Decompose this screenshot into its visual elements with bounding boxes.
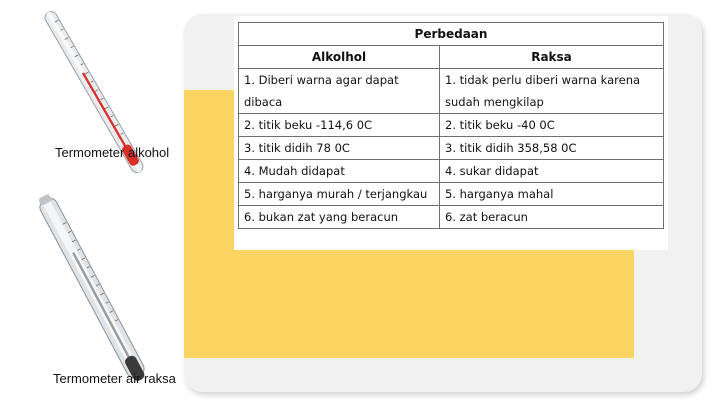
cell-raksa: 6. zat beracun (440, 206, 664, 229)
comparison-table (238, 22, 664, 229)
cell-raksa: 2. titik beku -40 0C (440, 114, 664, 137)
cell-alkohol: 5. harganya murah / terjangkau (239, 183, 440, 206)
mercury-thermometer-caption: Termometer air raksa (53, 371, 176, 386)
cell-raksa: 1. tidak perlu diberi warna karena sudah mengkilap (440, 69, 664, 114)
cell-raksa: 3. titik didih 358,58 0C (440, 137, 664, 160)
table-row (239, 183, 664, 206)
cell-alkohol: 1. Diberi warna agar dapat dibaca (239, 69, 440, 114)
table-title: Perbedaan (239, 23, 664, 46)
cell-alkohol: 6. bukan zat yang beracun (239, 206, 440, 229)
comparison-table-container (234, 16, 668, 250)
table-header-row (239, 46, 664, 69)
table-row (239, 206, 664, 229)
cell-raksa: 4. sukar didapat (440, 160, 664, 183)
cell-alkohol: 4. Mudah didapat (239, 160, 440, 183)
alcohol-thermometer-caption: Termometer alkohol (55, 145, 170, 160)
cell-raksa: 5. harganya mahal (440, 183, 664, 206)
cell-alkohol: 3. titik didih 78 0C (239, 137, 440, 160)
column-header-alkohol: Alkolhol (239, 46, 440, 69)
table-row (239, 114, 664, 137)
table-row (239, 160, 664, 183)
cell-alkohol: 2. titik beku -114,6 0C (239, 114, 440, 137)
table-title-row (239, 23, 664, 46)
table-row (239, 69, 664, 114)
table-row (239, 137, 664, 160)
mercury-thermometer-icon (0, 190, 180, 390)
column-header-raksa: Raksa (440, 46, 664, 69)
